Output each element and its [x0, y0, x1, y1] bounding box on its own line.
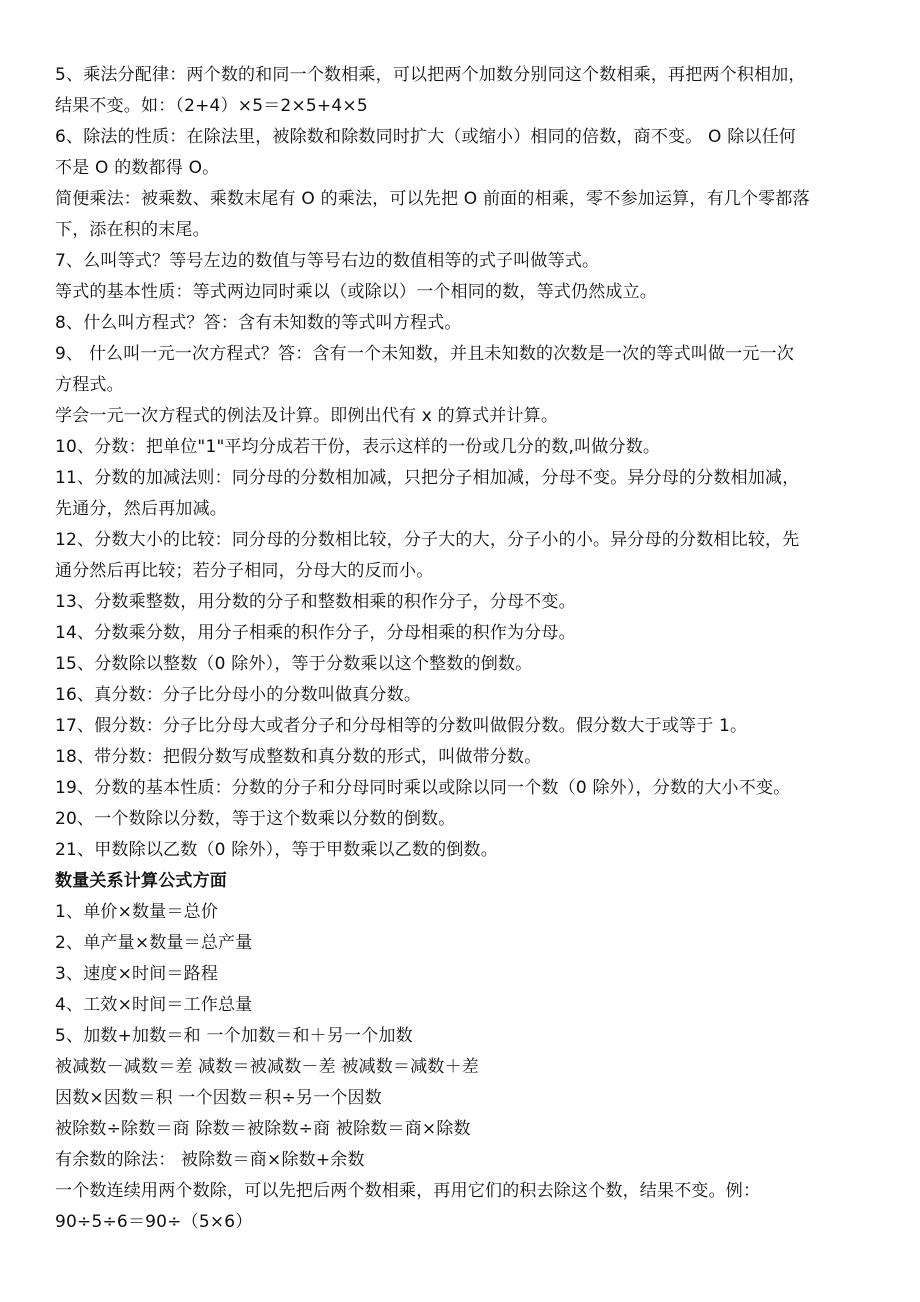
text-line: 1、单价×数量＝总价 [55, 902, 219, 922]
text-line: 学会一元一次方程式的例法及计算。即例出代有 x 的算式并计算。 [55, 406, 559, 426]
text-line: 方程式。 [55, 375, 124, 395]
text-line: 6、除法的性质：在除法里，被除数和除数同时扩大（或缩小）相同的倍数，商不变。 O 除以任何 [55, 127, 797, 147]
text-line: 被减数－减数＝差 减数＝被减数－差 被减数＝减数＋差 [55, 1057, 480, 1077]
text-line: 13、分数乘整数，用分数的分子和整数相乘的积作分子，分母不变。 [55, 592, 576, 612]
text-line: 12、分数大小的比较：同分母的分数相比较，分子大的大，分子小的小。异分母的分数相比较，先 [55, 530, 800, 550]
text-line: 9、 什么叫一元一次方程式？答：含有一个未知数，并且未知数的次数是一次的等式叫做一元一次 [55, 344, 795, 364]
text-line: 18、带分数：把假分数写成整数和真分数的形式，叫做带分数。 [55, 747, 542, 767]
text-line: 20、一个数除以分数，等于这个数乘以分数的倒数。 [55, 809, 456, 829]
document-body [55, 60, 875, 1238]
text-line: 15、分数除以整数（0 除外），等于分数乘以这个整数的倒数。 [55, 654, 533, 674]
text-line: 先通分，然后再加减。 [55, 499, 227, 519]
text-line: 5、乘法分配律：两个数的和同一个数相乘，可以把两个加数分别同这个数相乘，再把两个积相加， [55, 65, 806, 85]
text-line: 下，添在积的末尾。 [55, 220, 210, 240]
text-line: 4、工效×时间＝工作总量 [55, 995, 253, 1015]
text-line: 通分然后再比较；若分子相同，分母大的反而小。 [55, 561, 434, 581]
text-line: 有余数的除法： 被除数＝商×除数+余数 [55, 1150, 365, 1170]
text-line: 因数×因数＝积 一个因数＝积÷另一个因数 [55, 1088, 382, 1108]
text-line: 一个数连续用两个数除，可以先把后两个数相乘，再用它们的积去除这个数，结果不变。例： [55, 1181, 761, 1201]
text-line: 8、什么叫方程式？答：含有未知数的等式叫方程式。 [55, 313, 462, 333]
text-line: 11、分数的加减法则：同分母的分数相加减，只把分子相加减，分母不变。异分母的分数相加减， [55, 468, 800, 488]
text-line: 21、甲数除以乙数（0 除外），等于甲数乘以乙数的倒数。 [55, 840, 498, 860]
section-heading: 数量关系计算公式方面 [55, 871, 227, 891]
text-line: 不是 O 的数都得 O。 [55, 158, 220, 178]
text-line: 5、加数+加数＝和 一个加数＝和＋另一个加数 [55, 1026, 413, 1046]
text-line: 16、真分数：分子比分母小的分数叫做真分数。 [55, 685, 422, 705]
text-line: 被除数÷除数＝商 除数＝被除数÷商 被除数＝商×除数 [55, 1119, 471, 1139]
text-line: 19、分数的基本性质：分数的分子和分母同时乘以或除以同一个数（0 除外），分数的大小不变。 [55, 778, 791, 798]
text-line: 结果不变。如：（2+4）×5＝2×5+4×5 [55, 96, 368, 116]
text-line: 简便乘法：被乘数、乘数末尾有 O 的乘法，可以先把 O 前面的相乘，零不参加运算，有几个零都落 [55, 189, 810, 209]
text-line: 7、么叫等式？等号左边的数值与等号右边的数值相等的式子叫做等式。 [55, 251, 600, 271]
text-line: 等式的基本性质：等式两边同时乘以（或除以）一个相同的数，等式仍然成立。 [55, 282, 657, 302]
text-line: 3、速度×时间＝路程 [55, 964, 219, 984]
text-line: 2、单产量×数量＝总产量 [55, 933, 253, 953]
text-line: 90÷5÷6＝90÷（5×6） [55, 1212, 253, 1232]
text-line: 10、分数：把单位"1"平均分成若干份，表示这样的一份或几分的数,叫做分数。 [55, 437, 661, 457]
text-line: 17、假分数：分子比分母大或者分子和分母相等的分数叫做假分数。假分数大于或等于 1。 [55, 716, 748, 736]
text-line: 14、分数乘分数，用分子相乘的积作分子，分母相乘的积作为分母。 [55, 623, 576, 643]
